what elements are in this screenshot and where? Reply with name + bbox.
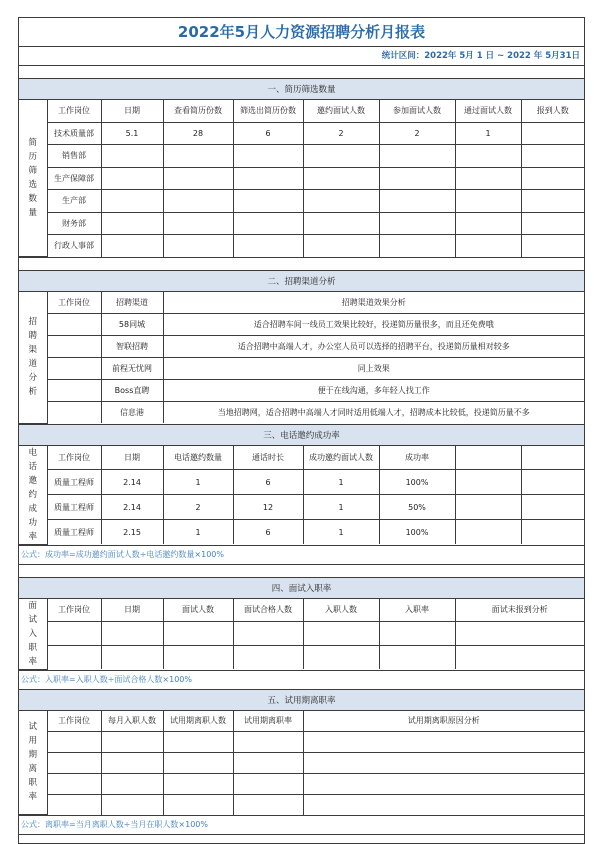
cell[interactable]	[101, 235, 163, 257]
cell[interactable]	[163, 794, 233, 815]
cell[interactable]	[521, 495, 584, 520]
table-row	[19, 358, 584, 380]
report-period: 统计区间：2022年 5月 1 日 ~ 2022 年 5月31日	[19, 47, 584, 66]
column-header: 成功率	[379, 445, 455, 470]
section-side-label: 简历筛选数量	[19, 100, 47, 257]
formula-note: 公式：成功率=成功邀约面试人数÷电话邀约数量×100%	[19, 545, 584, 565]
section-side-label: 试用期离职率	[19, 710, 47, 815]
cell[interactable]: 适合招聘中高端人才，办公室人员可以选择的招聘平台，投递简历量相对较多	[163, 336, 584, 358]
cell[interactable]	[163, 212, 233, 235]
column-header: 招聘渠道	[101, 292, 163, 314]
resume-screening-table	[19, 79, 584, 257]
column-header: 通话时长	[233, 445, 303, 470]
table-row	[19, 235, 584, 257]
cell[interactable]: 2	[163, 495, 233, 520]
cell[interactable]: 1	[303, 520, 379, 544]
cell[interactable]: 1	[163, 520, 233, 544]
column-header: 招聘渠道效果分析	[163, 292, 584, 314]
cell[interactable]	[521, 145, 584, 168]
cell[interactable]: 质量工程师	[47, 520, 101, 544]
cell[interactable]	[455, 622, 584, 646]
cell[interactable]: 100%	[379, 470, 455, 495]
cell[interactable]	[379, 235, 455, 257]
cell[interactable]	[455, 445, 521, 470]
cell[interactable]: 12	[233, 495, 303, 520]
cell[interactable]	[303, 190, 379, 213]
cell[interactable]	[233, 752, 303, 773]
cell[interactable]	[47, 380, 101, 402]
cell[interactable]	[455, 646, 584, 669]
table-row	[19, 122, 584, 145]
cell[interactable]	[455, 145, 521, 168]
cell[interactable]	[101, 731, 163, 752]
cell[interactable]: 2.14	[101, 495, 163, 520]
cell[interactable]: 100%	[379, 520, 455, 544]
cell[interactable]	[455, 495, 521, 520]
cell[interactable]	[233, 731, 303, 752]
cell[interactable]	[163, 622, 233, 646]
cell[interactable]	[47, 402, 101, 424]
table-row	[19, 731, 584, 752]
cell[interactable]	[455, 470, 521, 495]
cell[interactable]	[303, 794, 584, 815]
column-header: 试用期离职原因分析	[303, 710, 584, 731]
cell[interactable]	[379, 167, 455, 190]
cell[interactable]	[521, 212, 584, 235]
column-header: 日期	[101, 100, 163, 123]
cell[interactable]: 1	[303, 495, 379, 520]
cell[interactable]	[47, 752, 101, 773]
cell[interactable]	[101, 190, 163, 213]
cell[interactable]	[455, 212, 521, 235]
cell[interactable]	[47, 622, 101, 646]
phone-invite-table	[19, 424, 584, 545]
table-row	[19, 336, 584, 358]
cell[interactable]	[303, 145, 379, 168]
cell[interactable]	[303, 622, 379, 646]
cell[interactable]	[163, 145, 233, 168]
cell[interactable]	[303, 773, 584, 794]
cell[interactable]	[101, 212, 163, 235]
cell[interactable]: 同上效果	[163, 358, 584, 380]
cell[interactable]	[455, 520, 521, 544]
column-header: 参加面试人数	[379, 100, 455, 123]
cell[interactable]: 6	[233, 122, 303, 145]
cell[interactable]	[521, 520, 584, 544]
cell[interactable]	[303, 212, 379, 235]
cell[interactable]: 1	[303, 470, 379, 495]
cell[interactable]	[101, 646, 163, 669]
section-header: 二、招聘渠道分析	[19, 271, 584, 292]
column-header: 工作岗位	[47, 292, 101, 314]
cell[interactable]: 6	[233, 520, 303, 544]
cell[interactable]	[163, 167, 233, 190]
formula-note: 公式：离职率=当月离职人数÷当月在职人数×100%	[19, 815, 584, 835]
table-row	[19, 622, 584, 646]
column-header: 通过面试人数	[455, 100, 521, 123]
cell[interactable]: 生产保障部	[47, 167, 101, 190]
column-header: 日期	[101, 598, 163, 622]
column-header: 每月入职人数	[101, 710, 163, 731]
table-row	[19, 314, 584, 336]
cell[interactable]: 2.14	[101, 470, 163, 495]
cell[interactable]	[455, 235, 521, 257]
cell[interactable]: 信息港	[101, 402, 163, 424]
cell[interactable]	[521, 167, 584, 190]
cell[interactable]: 前程无忧网	[101, 358, 163, 380]
cell[interactable]	[233, 622, 303, 646]
column-header: 工作岗位	[47, 710, 101, 731]
cell[interactable]	[303, 646, 379, 669]
column-header: 成功邀约面试人数	[303, 445, 379, 470]
cell[interactable]	[163, 731, 233, 752]
column-header: 面试人数	[163, 598, 233, 622]
cell[interactable]: 质量工程师	[47, 470, 101, 495]
cell[interactable]	[379, 145, 455, 168]
cell[interactable]	[101, 794, 163, 815]
spacer-band	[19, 257, 584, 271]
cell[interactable]	[163, 235, 233, 257]
table-row	[19, 752, 584, 773]
cell[interactable]	[233, 773, 303, 794]
column-header: 入职率	[379, 598, 455, 622]
table-row	[19, 495, 584, 520]
column-header: 筛选出简历份数	[233, 100, 303, 123]
cell[interactable]: 2.15	[101, 520, 163, 544]
column-header: 报到人数	[521, 100, 584, 123]
section-header: 一、简历筛选数量	[19, 79, 584, 100]
cell[interactable]	[233, 167, 303, 190]
cell[interactable]	[47, 336, 101, 358]
column-header: 试用期离职人数	[163, 710, 233, 731]
cell[interactable]	[101, 622, 163, 646]
cell[interactable]	[163, 646, 233, 669]
column-header: 工作岗位	[47, 100, 101, 123]
cell[interactable]	[379, 190, 455, 213]
cell[interactable]	[101, 145, 163, 168]
cell[interactable]	[163, 190, 233, 213]
table-row	[19, 145, 584, 168]
cell[interactable]: 50%	[379, 495, 455, 520]
column-header: 工作岗位	[47, 598, 101, 622]
cell[interactable]	[379, 212, 455, 235]
cell[interactable]	[521, 445, 584, 470]
cell[interactable]	[233, 646, 303, 669]
section-header: 三、电话邀约成功率	[19, 424, 584, 445]
formula-note: 公式：入职率=入职人数÷面试合格人数×100%	[19, 670, 584, 690]
cell[interactable]	[101, 167, 163, 190]
table-row	[19, 773, 584, 794]
column-header: 邀约面试人数	[303, 100, 379, 123]
cell[interactable]	[521, 122, 584, 145]
cell[interactable]	[521, 190, 584, 213]
cell[interactable]	[47, 358, 101, 380]
cell[interactable]	[47, 773, 101, 794]
report-title: 2022年5月人力资源招聘分析月报表	[19, 18, 584, 47]
cell[interactable]: Boss直聘	[101, 380, 163, 402]
cell[interactable]	[47, 646, 101, 669]
table-row	[19, 380, 584, 402]
cell[interactable]: 生产部	[47, 190, 101, 213]
cell[interactable]	[163, 752, 233, 773]
cell[interactable]	[47, 794, 101, 815]
table-row	[19, 212, 584, 235]
cell[interactable]: 技术质量部	[47, 122, 101, 145]
cell[interactable]: 智联招聘	[101, 336, 163, 358]
table-row	[19, 167, 584, 190]
cell[interactable]	[163, 773, 233, 794]
cell[interactable]	[47, 731, 101, 752]
cell[interactable]: 5.1	[101, 122, 163, 145]
table-row	[19, 470, 584, 495]
cell[interactable]: 28	[163, 122, 233, 145]
table-row	[19, 190, 584, 213]
cell[interactable]	[303, 235, 379, 257]
cell[interactable]: 1	[163, 470, 233, 495]
bottom-pad	[19, 835, 584, 843]
cell[interactable]	[455, 167, 521, 190]
column-header: 试用期离职率	[233, 710, 303, 731]
cell[interactable]	[233, 190, 303, 213]
cell[interactable]	[233, 235, 303, 257]
cell[interactable]: 1	[455, 122, 521, 145]
probation-turnover-table	[19, 690, 584, 816]
cell[interactable]	[455, 190, 521, 213]
spacer-band	[19, 66, 584, 79]
cell[interactable]	[233, 212, 303, 235]
cell[interactable]	[521, 470, 584, 495]
column-header: 面试未报到分析	[455, 598, 584, 622]
cell[interactable]	[303, 752, 584, 773]
table-row	[19, 520, 584, 544]
cell[interactable]: 财务部	[47, 212, 101, 235]
section-header: 五、试用期离职率	[19, 690, 584, 711]
cell[interactable]	[379, 646, 455, 669]
spacer-band	[19, 565, 584, 578]
table-row	[19, 794, 584, 815]
cell[interactable]	[101, 752, 163, 773]
cell[interactable]: 便于在线沟通，多年轻人找工作	[163, 380, 584, 402]
section-header: 四、面试入职率	[19, 578, 584, 599]
report-sheet	[18, 17, 585, 844]
cell[interactable]: 当地招聘网，适合招聘中高端人才同时适用低端人才，招聘成本比较低，投递简历量不多	[163, 402, 584, 424]
section-side-label: 电话邀约成功率	[19, 445, 47, 544]
column-header: 入职人数	[303, 598, 379, 622]
cell[interactable]	[47, 314, 101, 336]
column-header: 查看简历份数	[163, 100, 233, 123]
cell[interactable]	[233, 794, 303, 815]
cell[interactable]: 质量工程师	[47, 495, 101, 520]
cell[interactable]: 58同城	[101, 314, 163, 336]
cell[interactable]	[303, 167, 379, 190]
column-header: 面试合格人数	[233, 598, 303, 622]
recruit-channel-table	[19, 271, 584, 424]
cell[interactable]	[303, 731, 584, 752]
section-side-label: 招聘渠道分析	[19, 292, 47, 424]
table-row	[19, 402, 584, 424]
column-header: 日期	[101, 445, 163, 470]
cell[interactable]	[101, 773, 163, 794]
column-header: 电话邀约数量	[163, 445, 233, 470]
cell[interactable]: 适合招聘车间一线员工效果比较好，投递简历量很多，而且还免费哦	[163, 314, 584, 336]
cell[interactable]	[521, 235, 584, 257]
table-row	[19, 646, 584, 669]
cell[interactable]	[379, 622, 455, 646]
cell[interactable]: 2	[379, 122, 455, 145]
interview-onboard-table	[19, 578, 584, 670]
column-header: 工作岗位	[47, 445, 101, 470]
cell[interactable]: 销售部	[47, 145, 101, 168]
section-side-label: 面试入职率	[19, 598, 47, 669]
cell[interactable]: 行政人事部	[47, 235, 101, 257]
cell[interactable]: 6	[233, 470, 303, 495]
cell[interactable]	[233, 145, 303, 168]
cell[interactable]: 2	[303, 122, 379, 145]
